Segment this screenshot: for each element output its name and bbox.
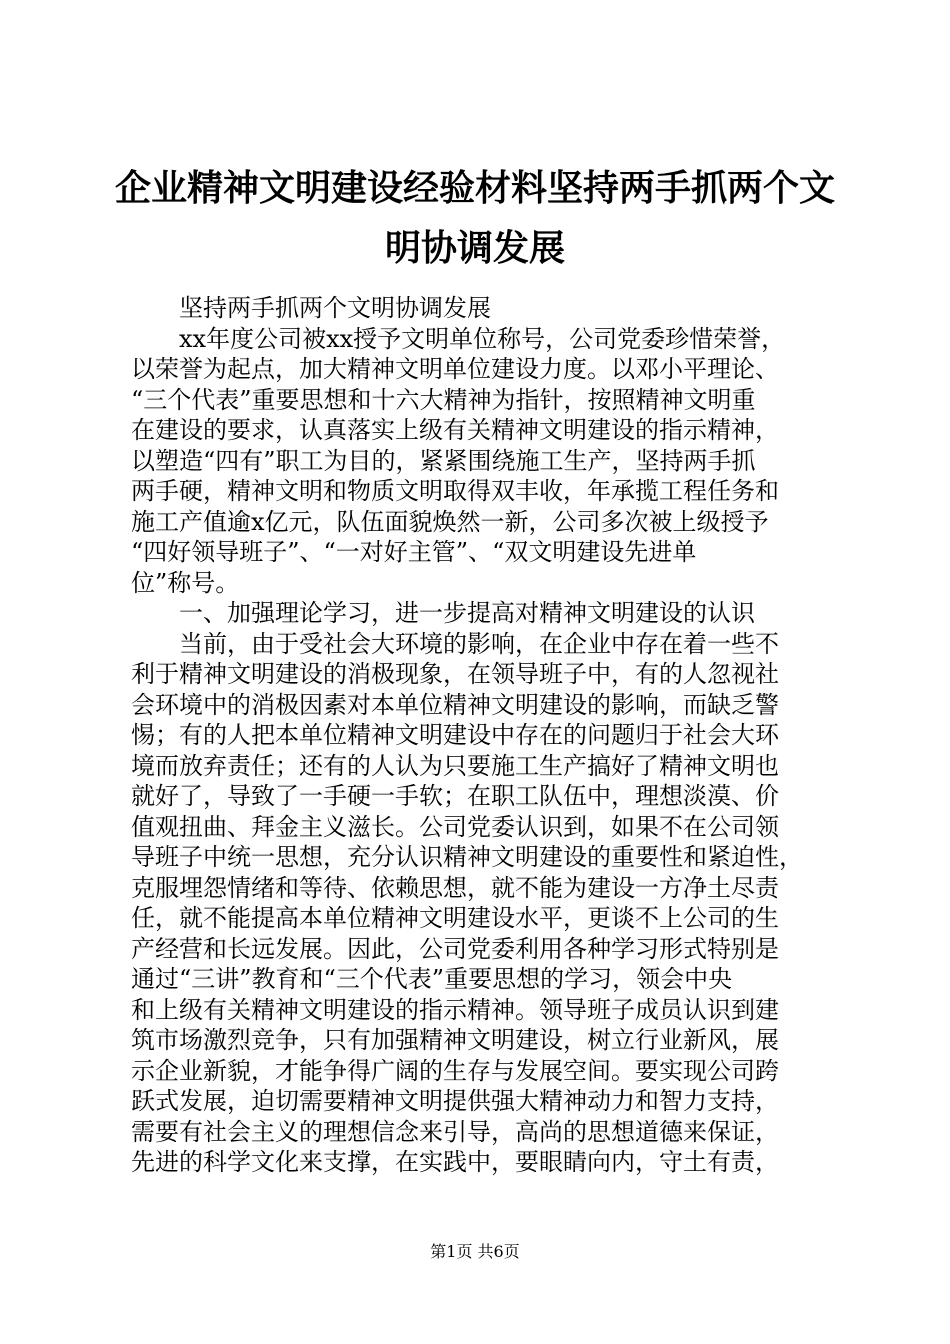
paragraph-line: 克服埋怨情绪和等待、依赖思想，就不能为建设一方净土尽责 xyxy=(131,873,779,902)
paragraph-line: 任，就不能提高本单位精神文明建设水平，更谈不上公司的生 xyxy=(131,904,779,932)
page-footer xyxy=(0,1242,950,1262)
paragraph-line: xx年度公司被xx授予文明单位称号，公司党委珍惜荣誉， xyxy=(179,324,786,353)
paragraph-line: 就好了，导致了一手硬一手软；在职工队伍中，理想淡漠、价 xyxy=(131,782,779,810)
paragraph-line: 会环境中的消极因素对本单位精神文明建设的影响，而缺乏警 xyxy=(131,690,779,719)
paragraph-line: 境而放弃责任；还有的人认为只要施工生产搞好了精神文明也 xyxy=(131,751,779,780)
paragraph-line: 当前，由于受社会大环境的影响，在企业中存在着一些不 xyxy=(179,629,779,658)
paragraph-line: 值观扭曲、拜金主义滋长。公司党委认识到，如果不在公司领 xyxy=(131,812,779,841)
paragraph-line: 两手硬，精神文明和物质文明取得双丰收，年承揽工程任务和 xyxy=(131,477,779,505)
title-line-2: 明协调发展 xyxy=(384,227,565,269)
paragraph-line: 以荣誉为起点，加大精神文明单位建设力度。以邓小平理论、 xyxy=(131,355,779,383)
paragraph-line: 筑市场激烈竞争，只有加强精神文明建设，树立行业新风，展 xyxy=(131,1026,779,1054)
paragraph-line: 惕；有的人把本单位精神文明建设中存在的问题归于社会大环 xyxy=(131,721,779,749)
paragraph-line: 在建设的要求，认真落实上级有关精神文明建设的指示精神， xyxy=(131,416,779,444)
section-heading: 一、加强理论学习，进一步提高对精神文明建设的认识 xyxy=(179,599,755,627)
paragraph-line: 先进的科学文化来支撑，在实践中，要眼睛向内，守土有责， xyxy=(131,1148,779,1176)
paragraph-line: 施工产值逾x亿元，队伍面貌焕然一新，公司多次被上级授予 xyxy=(131,507,769,536)
paragraph-line: 以塑造“四有”职工为目的，紧紧围绕施工生产，坚持两手抓 xyxy=(131,446,756,475)
paragraph-line: “四好领导班子”、“一对好主管”、“双文明建设先进单 xyxy=(131,538,697,566)
paragraph-line: 跃式发展，迫切需要精神文明提供强大精神动力和智力支持， xyxy=(131,1087,779,1115)
paragraph-line: 通过“三讲”教育和“三个代表”重要思想的学习，领会中央 xyxy=(131,965,733,993)
paragraph-line: 需要有社会主义的理想信念来引导，高尚的思想道德来保证， xyxy=(131,1117,779,1146)
title-line-1: 企业精神文明建设经验材料坚持两手抓两个文 xyxy=(114,167,835,209)
document-body xyxy=(131,293,831,1178)
document-title xyxy=(100,158,850,278)
paragraph-line: 位”称号。 xyxy=(131,568,240,597)
paragraph-line: 示企业新貌，才能争得广阔的生存与发展空间。要实现公司跨 xyxy=(131,1056,779,1085)
paragraph-line: 导班子中统一思想，充分认识精神文明建设的重要性和紧迫性， xyxy=(131,843,803,871)
paragraph-line: 和上级有关精神文明建设的指示精神。领导班子成员认识到建 xyxy=(131,995,779,1024)
page-number: 第1页 共6页 xyxy=(430,1242,520,1261)
paragraph-line: “三个代表”重要思想和十六大精神为指针，按照精神文明重 xyxy=(131,385,756,414)
paragraph-line: 产经营和长远发展。因此，公司党委利用各种学习形式特别是 xyxy=(131,934,779,963)
subtitle-line: 坚持两手抓两个文明协调发展 xyxy=(179,294,491,322)
paragraph-line: 利于精神文明建设的消极现象，在领导班子中，有的人忽视社 xyxy=(131,660,779,688)
